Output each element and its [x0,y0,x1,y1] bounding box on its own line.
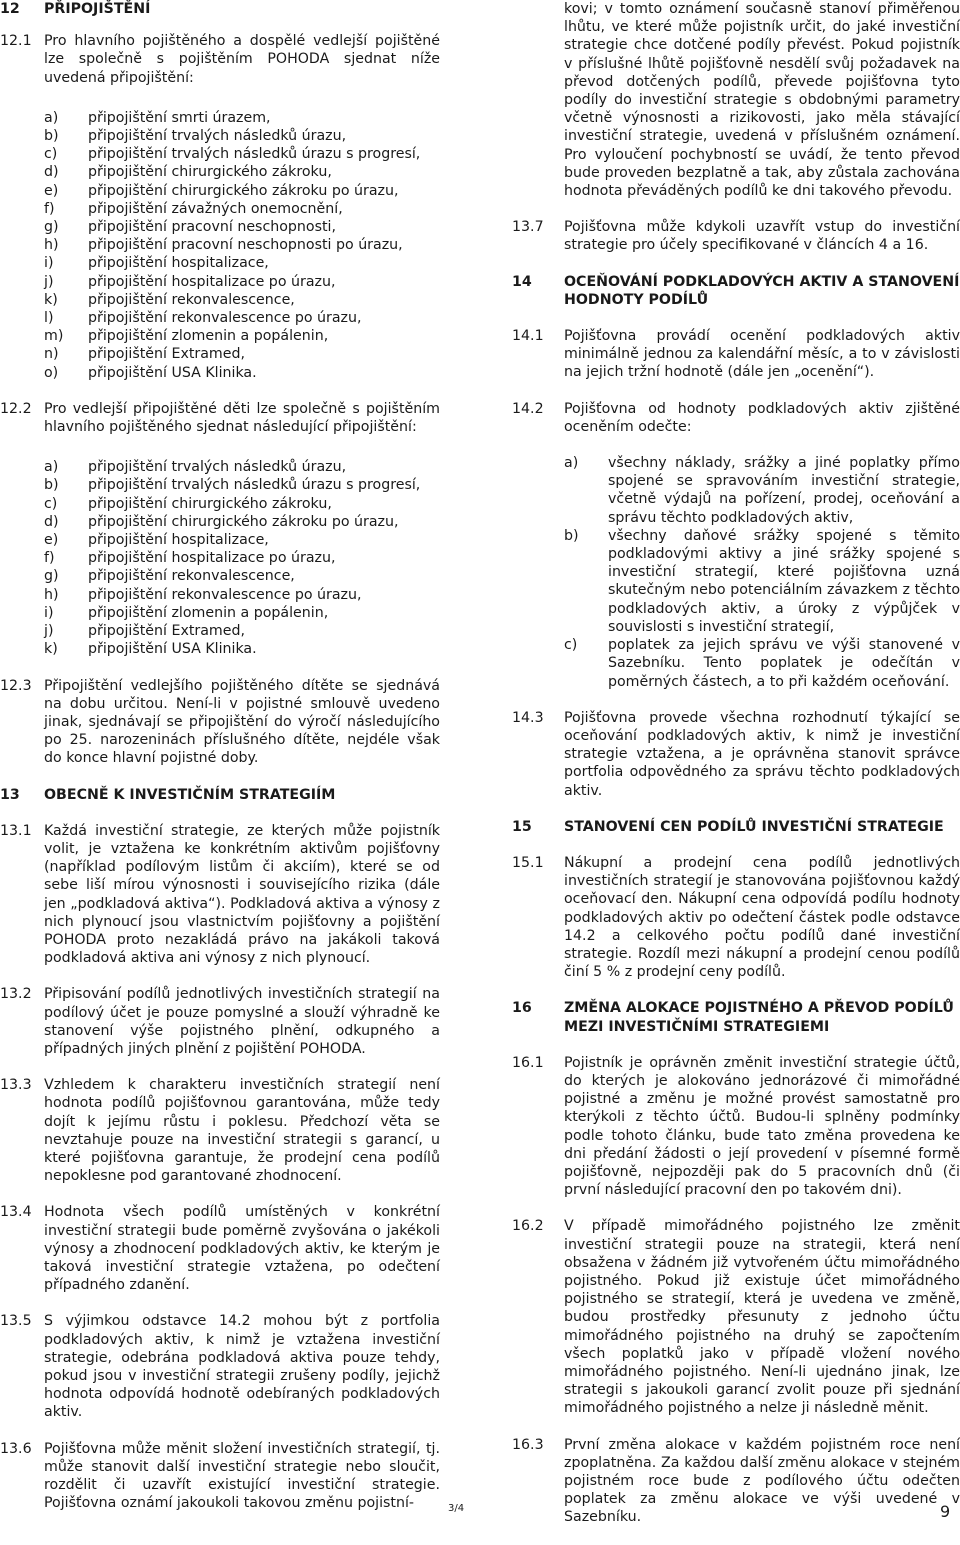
list-item-letter: j) [44,623,54,640]
list-item-letter: n) [44,346,59,363]
list-item-letter: a) [44,109,59,126]
section-14-heading: 14 OCEŇOVÁNÍ PODKLADOVÝCH AKTIV A STANOVENÍ HODNOTY PODÍLŮ [512,273,960,308]
clause-14-2: 14.2 Pojišťovna od hodnoty podkladových aktiv zjištěné oceněním odečte: [512,400,960,435]
list-item [512,527,960,636]
list-item-letter: f) [44,550,55,567]
list-item [512,636,960,691]
list-item-letter: a) [44,459,59,476]
clause-12-2: 12.2 Pro vedlejší připojištěné děti lze společně s pojištěním hlavního pojištěného sjednat následující připojištění: [0,400,440,436]
list-item-letter: e) [44,182,59,199]
list-item-text: připojištění zlomenin a popálenin, [88,328,329,345]
list-item [0,127,440,145]
list-item-letter: h) [44,237,59,254]
list-item-letter: o) [44,364,59,381]
clause-13-4: 13.4 Hodnota všech podílů umístěných v konkrétní investiční strategii bude poměrně zvyšována o jakékoli výnosy a zhodnocení podkladových aktiv, ke kterým je taková investiční strategie vztažena, po odečtení případného zdanění. [0,1204,440,1294]
list-item [0,364,440,382]
list-item-text: připojištění rekonvalescence, [88,568,295,585]
deduction-list [512,454,960,691]
list-item [0,200,440,218]
list-item [0,513,440,531]
list-item-letter: d) [44,164,59,181]
clause-13-6: 13.6 Pojišťovna může měnit složení investičních strategií, tj. může stanovit další investiční strategie nebo sloučit, rozdělit či uzavřít existující investiční strategie. Pojišťovna oznámí jakoukoli takovou změnu pojistní- [0,1440,440,1512]
rider-list-children [0,458,440,658]
list-item [0,458,440,476]
list-item-text: připojištění USA Klinika. [88,364,257,381]
list-item [0,236,440,254]
list-item [0,549,440,567]
list-item-letter: g) [44,568,59,585]
list-item-letter: f) [44,200,55,217]
list-item-text: připojištění pracovní neschopnosti, [88,219,336,236]
list-item-text: připojištění chirurgického zákroku, [88,164,332,181]
list-item [0,622,440,640]
clause-13-3: 13.3 Vzhledem k charakteru investičních strategií není hodnota podílů pojišťovnou garantována, může tedy dojít k jejímu růstu i poklesu. Předchozí věta se nevztahuje pouze na investiční strategii s garancí, u které pojišťovna garantuje, že prodejní cena podílů nepoklesne pod garantované zhodnocení. [0,1077,440,1185]
list-item [0,531,440,549]
list-item-letter: k) [44,291,58,308]
list-item-letter: b) [564,527,579,544]
list-item-text: všechny daňové srážky spojené s těmito podkladovými aktivy a jiné srážky spojené s investiční strategií, které pojišťovna uzná skutečným nebo potenciálním závazkem z těchto podkladových aktiv, a úroky z výpůjček v souvislosti s investiční strategií, [608,527,960,635]
list-item [0,327,440,345]
clause-14-1: 14.1 Pojišťovna provádí ocenění podkladových aktiv minimálně jednou za kalendářní měsíc, a to v závislosti na jejich tržní hodnotě (dále jen „ocenění“). [512,328,960,381]
list-item [0,218,440,236]
list-item-text: připojištění hospitalizace, [88,532,269,549]
list-item-text: připojištění chirurgického zákroku po úrazu, [88,182,399,199]
list-item-letter: m) [44,328,64,345]
clause-13-5: 13.5 S výjimkou odstavce 14.2 mohou být z portfolia podkladových aktiv, k nimž je vztažena investiční strategie, odebrána podkladová aktiva pouze tehdy, pokud jsou v investiční strategii zrušeny podíly, jejichž hodnota odpovídá hodnotě odebíraných podkladových aktiv. [0,1313,440,1421]
list-item-text: připojištění závažných onemocnění, [88,200,343,217]
section-15-heading: 15 STANOVENÍ CEN PODÍLŮ INVESTIČNÍ STRATEGIE [512,818,944,835]
list-item [0,273,440,291]
list-item-letter: l) [44,310,54,327]
list-item-letter: b) [44,128,59,145]
rider-list-adults [0,109,440,382]
footer-sheet-number: 3/4 [448,1503,465,1514]
list-item [0,163,440,181]
footer-page-number: 9 [940,1502,951,1521]
list-item [0,567,440,585]
list-item-text: připojištění smrti úrazem, [88,109,271,126]
list-item-text: připojištění hospitalizace, [88,255,269,272]
list-item-text: připojištění hospitalizace po úrazu, [88,273,336,290]
list-item [0,640,440,658]
clause-16-1: 16.1 Pojistník je oprávněn změnit investiční strategie účtů, do kterých je alokováno jednorázové či mimořádné pojistné a změnu je možné provést samostatně pro kterýkoli z těchto účtů. Budou-li splněny podmínky podle tohoto článku, bude tato změna provedena ke dni předání žádosti o její provedení v písemné formě pojišťovně, nejpozději pak do 5 pracovních dnů (či první následující pracovní den po takovém dni). [512,1054,960,1199]
list-item-text: připojištění trvalých následků úrazu s progresí, [88,477,421,494]
list-item [0,254,440,272]
list-item-text: poplatek za jejich správu ve výši stanovené v Sazebníku. Tento poplatek je odečítán v poměrných částech, a to při každém oceňování. [608,637,960,690]
list-item-letter: b) [44,477,59,494]
list-item-text: připojištění pracovní neschopnosti po úrazu, [88,237,403,254]
clause-13-7: 13.7 Pojišťovna může kdykoli uzavřít vstup do investiční strategie pro účely specifikované v článcích 4 a 16. [512,219,960,254]
list-item-letter: c) [44,495,58,512]
list-item-letter: i) [44,604,54,621]
list-item-text: připojištění trvalých následků úrazu s progresí, [88,146,421,163]
list-item-text: připojištění rekonvalescence po úrazu, [88,586,362,603]
clause-13-6-continuation: kovi; v tomto oznámení současně stanoví přiměřenou lhůtu, ve které může pojistník určit, do jaké investiční strategie chce dotčené podíly převést. Pokud pojistník v příslušné lhůtě pojišťovně nesdělí svůj požadavek na převod dotčených podílů, převede pojišťovna tyto podíly do investiční strategie s obdobnými parametry včetně výnosnosti a rizikovosti, jako měla stávající investiční strategie, uvedená v příslušném oznámení. Pro vyloučení pochybností se uvádí, že tento převod bude proveden bezplatně a tak, aby zůstala zachována hodnota převáděných podílů ke dni takového převodu. [564,1,960,200]
list-item [0,345,440,363]
list-item-text: připojištění chirurgického zákroku po úrazu, [88,513,399,530]
list-item-text: připojištění Extramed, [88,623,245,640]
list-item-text: připojištění zlomenin a popálenin, [88,604,329,621]
list-item [0,309,440,327]
list-item [0,495,440,513]
list-item-letter: j) [44,273,54,290]
list-item-letter: i) [44,255,54,272]
clause-16-3: 16.3 První změna alokace v každém pojistném roce není zpoplatněna. Za každou další změnu alokace v stejném pojistném roce bude z podílového účtu odečten poplatek za změnu alokace ve výši uvedené v Sazebníku. [512,1436,960,1526]
clause-16-2: 16.2 V případě mimořádného pojistného lze změnit investiční strategii pouze na strategii, která není obsažena v žádném již vytvořeném účtu mimořádného pojistného. Pokud již existuje účet mimořádného pojistného se strategií, která je uvedena ve změně, budou prostředky přesunuty z jednoho účtu mimořádného pojistného na druhý se započtením všech poplatků jako v případě vložení nového mimořádného pojistného. Není-li ujednáno jinak, lze strategii s jakoukoli garancí zvolit pouze při sjednání mimořádného pojistného a nelze ji následně měnit. [512,1218,960,1417]
section-13-heading: 13 OBECNĚ K INVESTIČNÍM STRATEGIÍM [0,786,336,803]
list-item [0,604,440,622]
list-item-letter: d) [44,513,59,530]
list-item [0,291,440,309]
list-item-text: připojištění rekonvalescence, [88,291,295,308]
list-item-letter: c) [564,637,578,654]
list-item-text: připojištění USA Klinika. [88,641,257,658]
list-item-letter: k) [44,641,58,658]
list-item [0,586,440,604]
list-item-text: připojištění hospitalizace po úrazu, [88,550,336,567]
list-item-letter: g) [44,219,59,236]
list-item-text: všechny náklady, srážky a jiné poplatky přímo spojené se spravováním investiční strategie, včetně výdajů na pořízení, prodej, oceňování a správu těchto podkladových aktiv, [608,455,960,526]
list-item [0,182,440,200]
clause-14-3: 14.3 Pojišťovna provede všechna rozhodnutí týkající se oceňování podkladových aktiv, k nimž je investiční strategie vztažena, a je oprávněna stanovit správce portfolia odpovědného za správu těchto podkladových aktiv. [512,709,960,799]
list-item-letter: a) [564,455,579,472]
clause-13-1: 13.1 Každá investiční strategie, ze kterých může pojistník volit, je vztažena ke konkrétním aktivům pojišťovny (například podílovým listům či akciím), které se od sebe liší mírou výnosnosti i souvisejícího rizika (dále jen „podkladová aktiva“). Podkladová aktiva a výnosy z nich plynoucí jsou vlastnictvím pojišťovny a pojištění POHODA proto nezakládá právo na jakákoli taková podkladová aktiva ani výnosy z nich plynoucí. [0,822,440,967]
list-item-letter: h) [44,586,59,603]
list-item-text: připojištění chirurgického zákroku, [88,495,332,512]
list-item-letter: e) [44,532,59,549]
list-item-text: připojištění trvalých následků úrazu, [88,128,347,145]
list-item [0,145,440,163]
list-item-text: připojištění rekonvalescence po úrazu, [88,310,362,327]
list-item [0,476,440,494]
list-item-letter: c) [44,146,58,163]
right-column [512,0,960,1545]
list-item [512,454,960,527]
section-12-heading: 12 PŘIPOJIŠTĚNÍ [0,1,151,17]
clause-15-1: 15.1 Nákupní a prodejní cena podílů jednotlivých investičních strategií je stanovována pojišťovnou každý oceňovací den. Nákupní cena odpovídá podílu hodnoty podkladových aktiv po odečtení částek podle odstavce 14.2 a celkového počtu podílů dané investiční strategie. Rozdíl mezi nákupní a prodejní cenou podílů činí 5 % z prodejní ceny podílů. [512,854,960,981]
list-item-text: připojištění trvalých následků úrazu, [88,459,347,476]
clause-12-3: 12.3 Připojištění vedlejšího pojištěného dítěte se sjednává na dobu určitou. Není-li v pojistné smlouvě uvedeno jinak, sjednávají se připojištění do výročí následujícího po 25. narozeninách příslušného dítěte, nejdéle však do konce hlavní pojistné doby. [0,677,440,767]
list-item [0,109,440,127]
clause-13-2: 13.2 Připisování podílů jednotlivých investičních strategií na podílový účet je pouze pomyslné a slouží výhradně ke stanovení výše pojistného plnění, odkupného a případných jiných plnění z pojištění POHODA. [0,986,440,1057]
section-16-heading: 16 ZMĚNA ALOKACE POJISTNÉHO A PŘEVOD PODÍLŮ MEZI INVESTIČNÍMI STRATEGIEMI [512,1000,954,1035]
list-item-text: připojištění Extramed, [88,346,245,363]
left-column [0,0,440,1530]
clause-12-1: 12.1 Pro hlavního pojištěného a dospělé vedlejší pojištěné lze společně s pojištěním POHODA sjednat níže uvedená připojištění: [0,33,440,86]
